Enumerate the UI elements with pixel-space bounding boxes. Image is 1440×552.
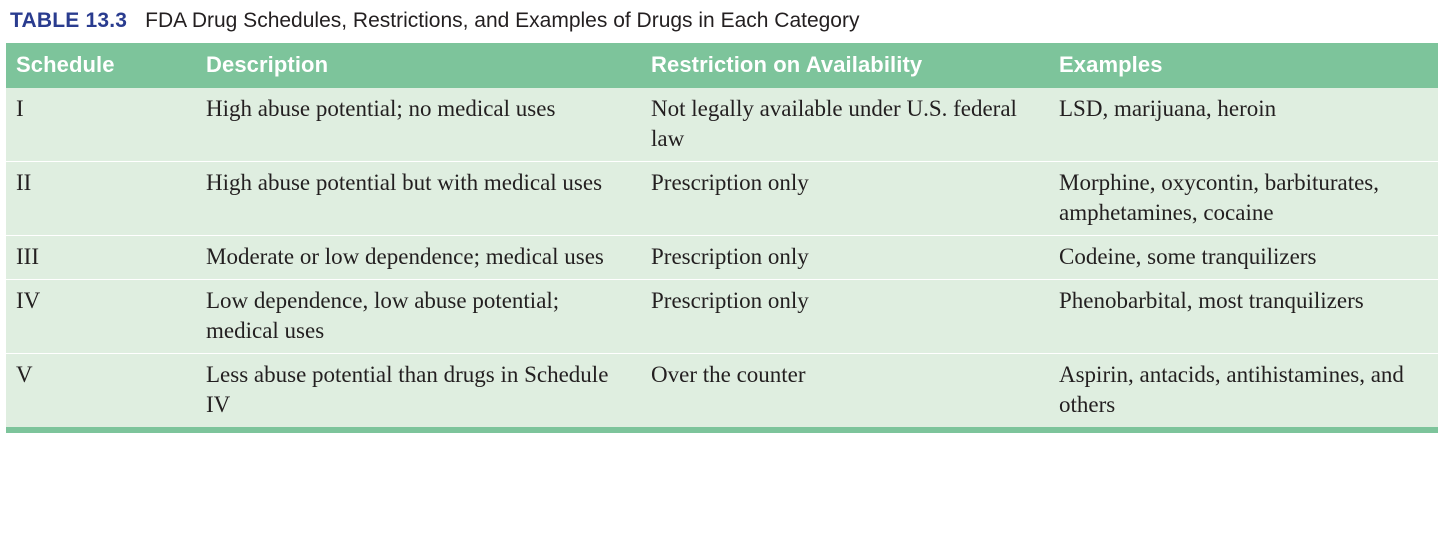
cell-schedule: V bbox=[6, 354, 196, 427]
table-bottom-rule bbox=[6, 427, 1438, 433]
cell-restriction: Prescription only bbox=[641, 280, 1049, 354]
cell-examples: LSD, marijuana, heroin bbox=[1049, 88, 1438, 161]
cell-schedule: III bbox=[6, 235, 196, 279]
table-row bbox=[6, 162, 1438, 236]
column-header-restriction: Restriction on Availability bbox=[641, 43, 1049, 88]
table-row bbox=[6, 235, 1438, 279]
drug-schedule-table bbox=[6, 43, 1438, 427]
cell-schedule: I bbox=[6, 88, 196, 161]
table-caption bbox=[0, 0, 1440, 43]
cell-examples: Aspirin, antacids, antihistamines, and others bbox=[1049, 354, 1438, 427]
cell-description: High abuse potential but with medical uses bbox=[196, 162, 641, 236]
column-header-description: Description bbox=[196, 43, 641, 88]
cell-schedule: IV bbox=[6, 280, 196, 354]
cell-examples: Morphine, oxycontin, barbiturates, amphetamines, cocaine bbox=[1049, 162, 1438, 236]
cell-description: Moderate or low dependence; medical uses bbox=[196, 235, 641, 279]
table-caption-label: TABLE 13.3 bbox=[10, 9, 128, 32]
table-header bbox=[6, 43, 1438, 88]
cell-restriction: Not legally available under U.S. federal law bbox=[641, 88, 1049, 161]
table-body bbox=[6, 88, 1438, 427]
table-row bbox=[6, 354, 1438, 427]
cell-examples: Phenobarbital, most tranquilizers bbox=[1049, 280, 1438, 354]
cell-description: High abuse potential; no medical uses bbox=[196, 88, 641, 161]
cell-description: Low dependence, low abuse potential; medical uses bbox=[196, 280, 641, 354]
table-row bbox=[6, 280, 1438, 354]
column-header-schedule: Schedule bbox=[6, 43, 196, 88]
table-row bbox=[6, 88, 1438, 161]
cell-restriction: Prescription only bbox=[641, 235, 1049, 279]
cell-description: Less abuse potential than drugs in Schedule IV bbox=[196, 354, 641, 427]
column-header-examples: Examples bbox=[1049, 43, 1438, 88]
cell-restriction: Over the counter bbox=[641, 354, 1049, 427]
cell-examples: Codeine, some tranquilizers bbox=[1049, 235, 1438, 279]
cell-restriction: Prescription only bbox=[641, 162, 1049, 236]
table-caption-title: FDA Drug Schedules, Restrictions, and Examples of Drugs in Each Category bbox=[145, 9, 860, 32]
cell-schedule: II bbox=[6, 162, 196, 236]
table-header-row bbox=[6, 43, 1438, 88]
